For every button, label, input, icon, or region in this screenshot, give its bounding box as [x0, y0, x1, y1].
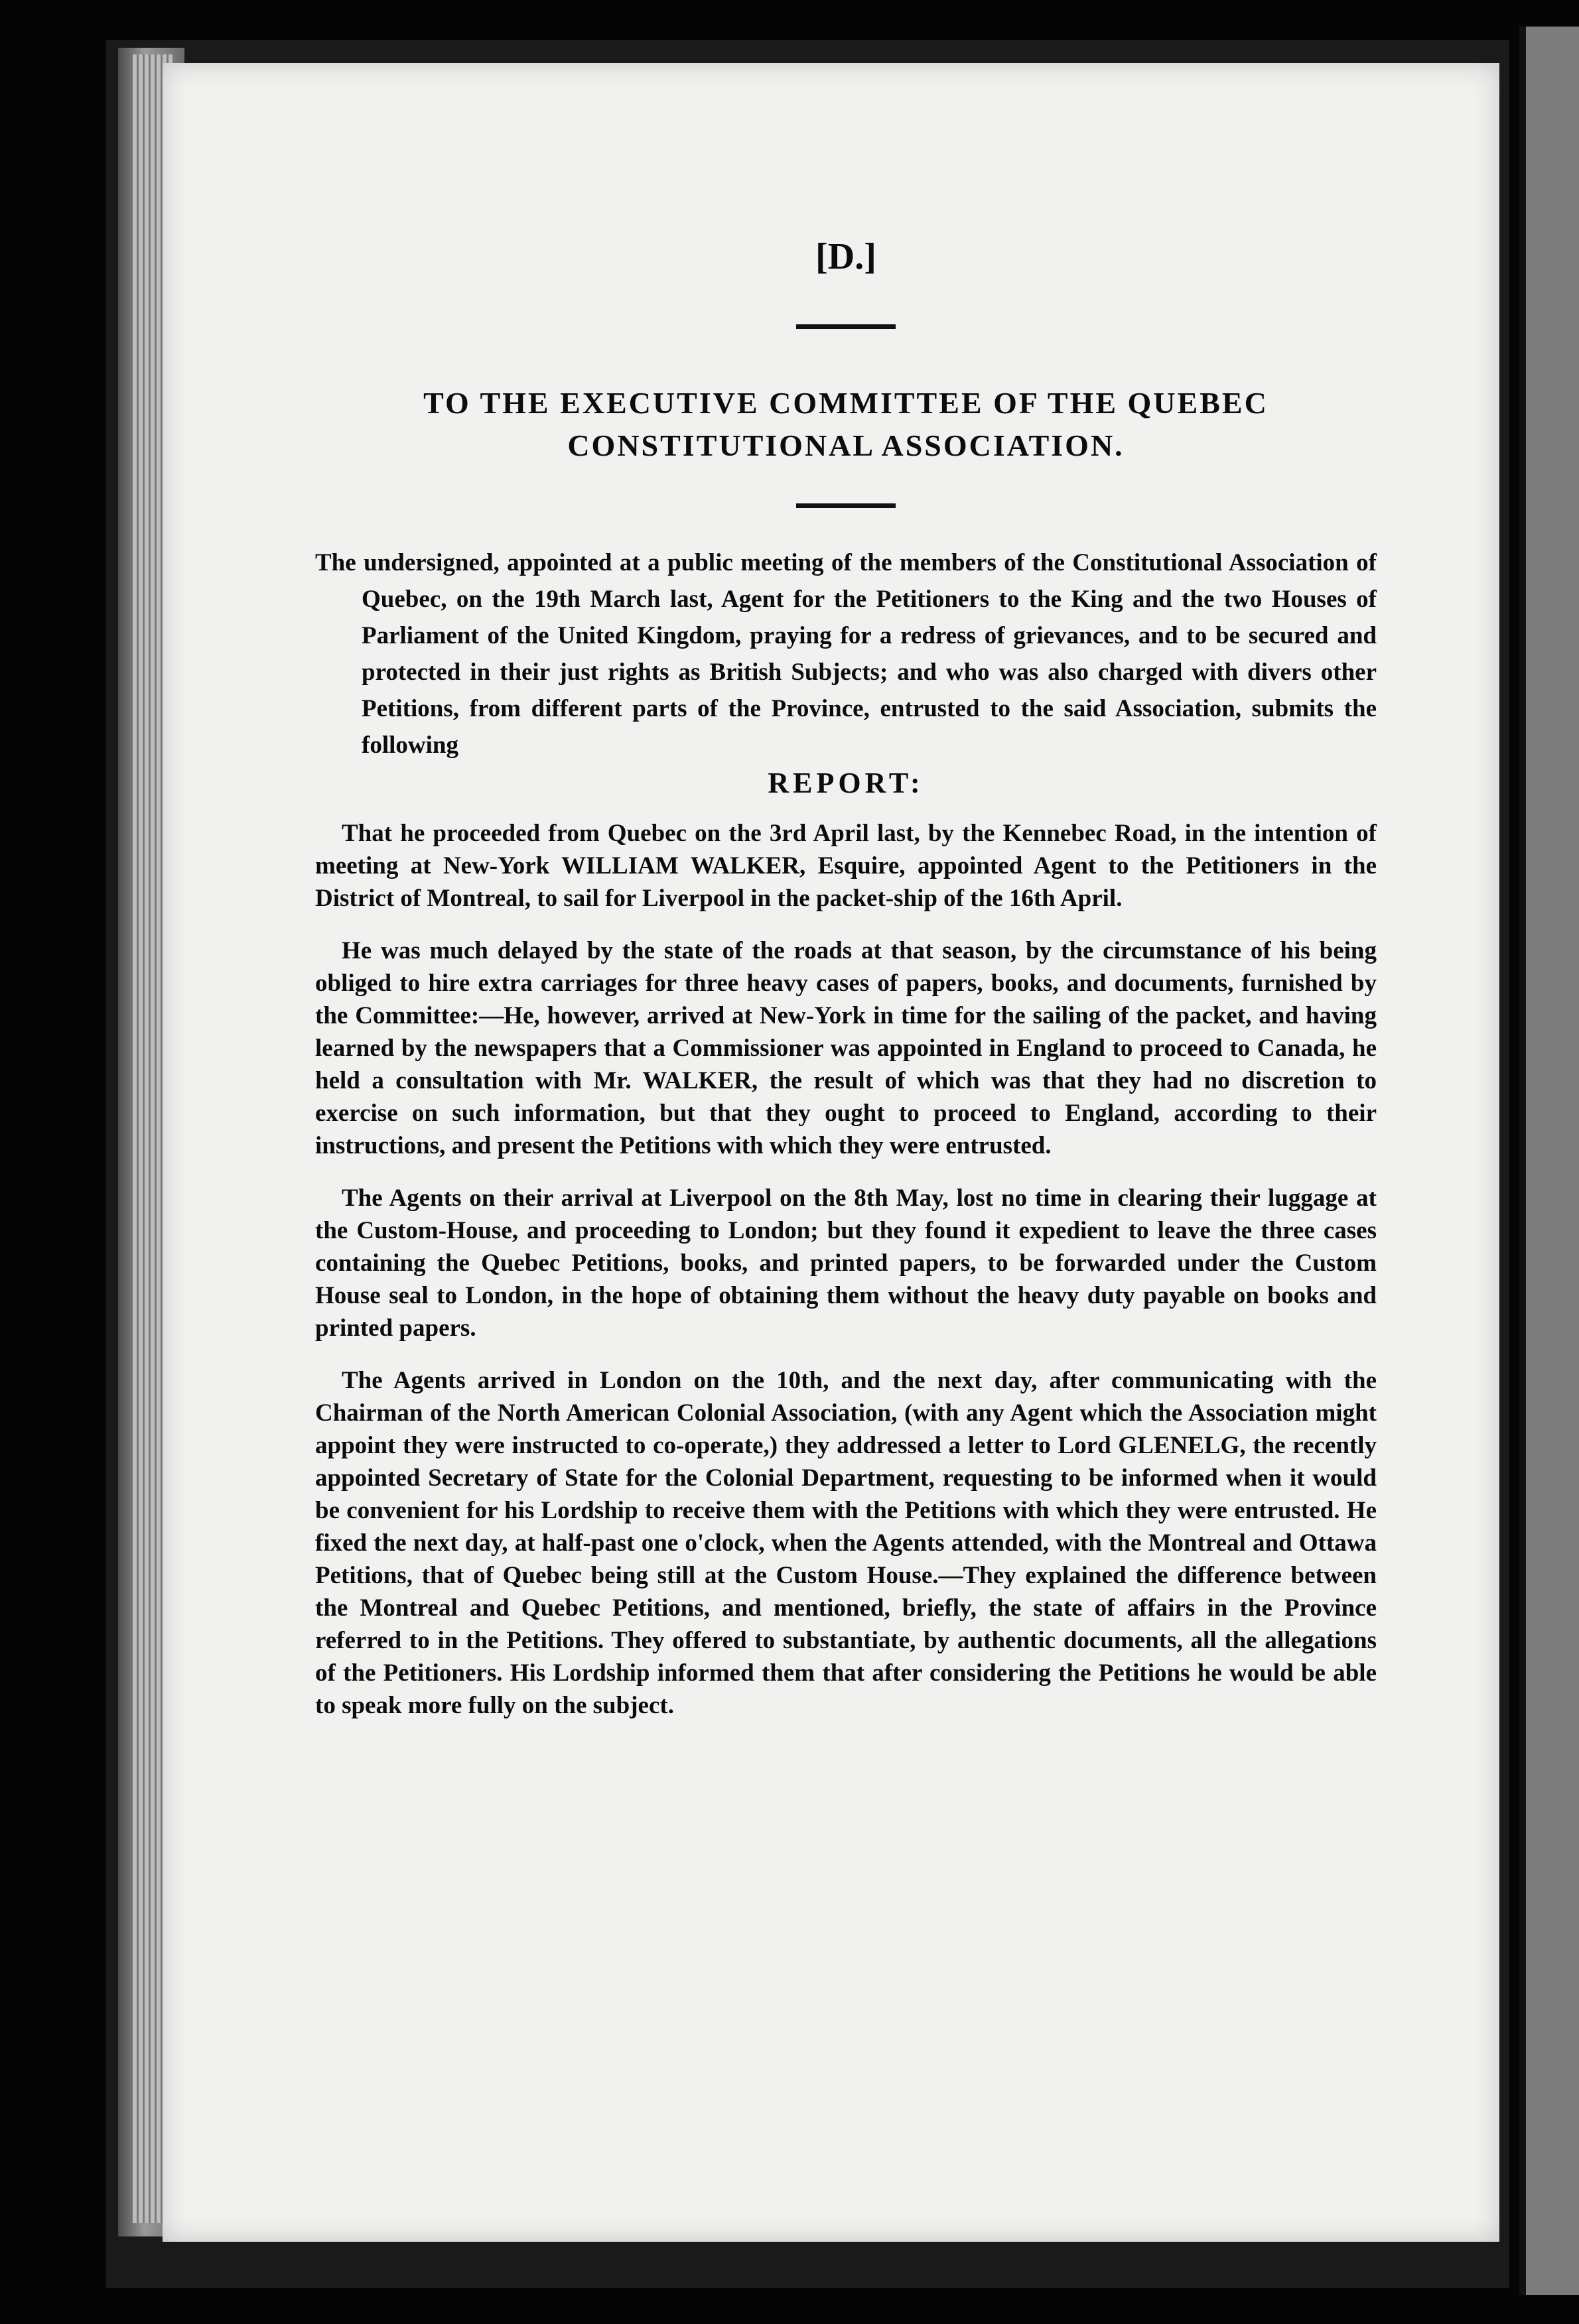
body-paragraph: That he proceeded from Quebec on the 3rd April last, by the Kennebec Road, in the intention of meeting at New-York WILLIAM WALKER, Esquire, appointed Agent to the Petitioners in the District of Montreal, to sail for Liverpool in the packet-ship of the 16th April. — [315, 820, 1377, 912]
intro-paragraph: The undersigned, appointed at a public meeting of the members of the Constitutional Association of Quebec, on the 19th March last, Agent for the Petitioners to the King and the two Houses of Parliament of the United Kingdom, praying for a redress of grievances, and to be secured and protected in their just rights as British Subjects; and who was also charged with divers other Petitions, from different parts of the Province, entrusted to the said Association, submits the following — [315, 549, 1377, 759]
divider-rule — [796, 503, 896, 508]
body-paragraph: He was much delayed by the state of the roads at that season, by the circumstance of his being obliged to hire extra carriages for three heavy cases of papers, books, and documents, furnished by the Committee:—He, however, arrived at New-York in time for the sailing of the packet, and having learned by the newspapers that a Commissioner was appointed in England to proceed to Canada, he held a consultation with Mr. WALKER, the result of which was that they had no discretion to exercise on such information, but that they ought to proceed to England, according to their instructions, and present the Petitions with which they were entrusted. — [315, 937, 1377, 1159]
page-content — [315, 235, 1377, 1742]
facing-page-edge — [1519, 27, 1579, 2295]
body-paragraph: The Agents on their arrival at Liverpool on the 8th May, lost no time in clearing their luggage at the Custom-House, and proceeding to London; but they found it expedient to leave the three cases containing the Quebec Petitions, books, and printed papers, to be forwarded under the Custom House seal to London, in the hope of obtaining them without the heavy duty payable on books and printed papers. — [315, 1185, 1377, 1342]
document-heading: TO THE EXECUTIVE COMMITTEE OF THE QUEBEC CONSTITUTIONAL ASSOCIATION. — [423, 386, 1269, 462]
body-paragraph: The Agents arrived in London on the 10th, and the next day, after communicating with the Chairman of the North American Colonial Association, (with any Agent which the Association might appoint they were instructed to co-operate,) they addressed a letter to Lord GLENELG, the recently appointed Secretary of State for the Colonial Department, requesting to be informed when it would be convenient for his Lordship to receive them with the Petitions with which they were entrusted. He fixed the next day, at half-past one o'clock, when the Agents attended, with the Montreal and Ottawa Petitions, that of Quebec being still at the Custom House.—They explained the difference between the Montreal and Quebec Petitions, and mentioned, briefly, the state of affairs in the Province referred to in the Petitions. They offered to substantiate, by authentic documents, all the allegations of the Petitioners. His Lordship informed them that after considering the Petitions he would be able to speak more fully on the subject. — [315, 1367, 1377, 1719]
section-mark: [D.] — [815, 236, 876, 277]
document-page — [163, 63, 1499, 2242]
divider-rule — [796, 324, 896, 329]
report-title: REPORT: — [768, 767, 924, 799]
